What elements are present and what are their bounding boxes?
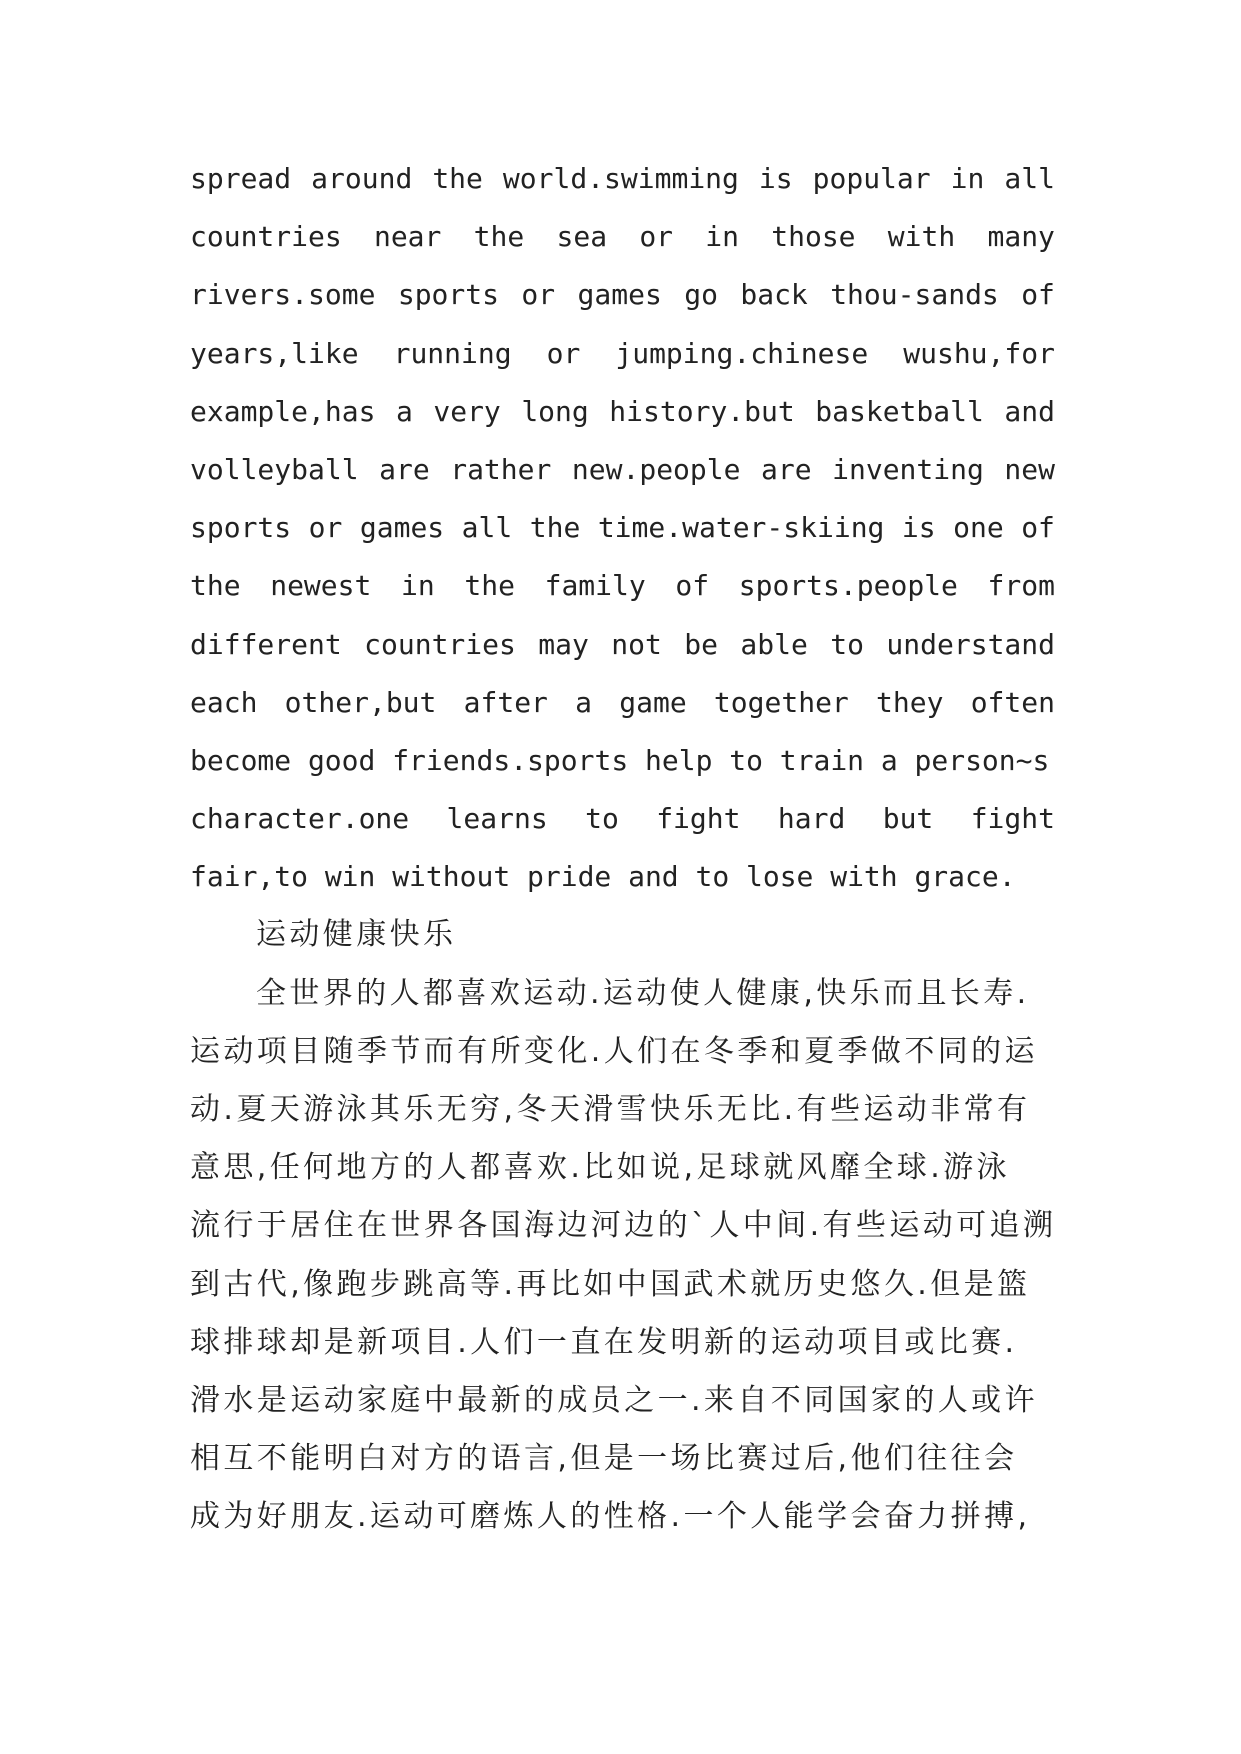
text-line: 滑水是运动家庭中最新的成员之一.来自不同国家的人或许 (190, 1382, 1038, 1418)
word: of (1021, 511, 1055, 545)
text-line (190, 499, 1055, 557)
word: many (987, 220, 1055, 254)
word: the (529, 511, 581, 545)
word: rivers.some (190, 278, 376, 312)
word: running (393, 336, 512, 370)
word: games (359, 511, 445, 545)
word: years,like (190, 336, 359, 370)
word: in (705, 220, 739, 254)
word: time.water-skiing (597, 511, 885, 545)
word: is (758, 162, 793, 195)
word: a (880, 743, 898, 777)
word: but (882, 802, 934, 836)
word: family (544, 569, 646, 603)
word: train (779, 743, 865, 777)
word: a (395, 394, 413, 428)
word: become (190, 743, 292, 777)
word: or (521, 278, 556, 312)
word: all (461, 511, 513, 545)
text-line: 流行于居住在世界各国海边河边的`人中间.有些运动可追溯 (190, 1208, 1057, 1244)
word: together (713, 685, 849, 719)
word: games (577, 278, 662, 312)
word: be (684, 627, 718, 661)
word: one (953, 511, 1004, 545)
text-line: 意思,任何地方的人都喜欢.比如说,足球就风靡全球.游泳 (190, 1150, 1010, 1186)
word: and (628, 860, 679, 894)
word: win (324, 860, 376, 894)
word: fight (970, 802, 1055, 836)
word: different (190, 627, 342, 661)
text-line (190, 557, 1055, 615)
word: with (887, 220, 956, 254)
word: or (308, 511, 343, 545)
word: sea (556, 220, 608, 254)
word: very (433, 394, 501, 428)
word: pride (527, 860, 612, 894)
word: spread (190, 162, 292, 195)
text-line: 运动项目随季节而有所变化.人们在冬季和夏季做不同的运 (190, 1033, 1038, 1069)
word: wushu,for (903, 336, 1055, 370)
word: to (729, 743, 763, 777)
word: may (538, 627, 589, 661)
word: the (190, 569, 241, 603)
word: learns (446, 802, 548, 836)
word: from (987, 569, 1055, 603)
word: friends.sports (392, 743, 629, 777)
word: new (1004, 452, 1055, 486)
section-heading: 运动健康快乐 (256, 917, 457, 953)
word: sports (190, 511, 292, 545)
word: history.but (609, 394, 795, 428)
word: grace. (914, 860, 1016, 894)
word: are (761, 452, 812, 486)
text-line: 球排球却是新项目.人们一直在发明新的运动项目或比赛. (190, 1324, 1018, 1360)
word: sports.people (738, 569, 958, 603)
text-line (190, 383, 1055, 441)
text-line: 相互不能明白对方的语言,但是一场比赛过后,他们往往会 (190, 1441, 1018, 1477)
word: or (546, 336, 581, 370)
word: help (645, 743, 713, 777)
word: of (675, 569, 710, 603)
word: person~s (914, 743, 1050, 777)
word: is (901, 511, 936, 545)
word: a (575, 685, 593, 719)
word: inventing (832, 452, 984, 486)
word: all (1004, 162, 1055, 195)
document-page (190, 150, 1055, 1547)
word: world.swimming (502, 162, 739, 195)
word: to (585, 802, 619, 836)
word: the (464, 569, 515, 603)
word: of (1021, 278, 1055, 312)
word: long (521, 394, 589, 428)
word: example,has (190, 394, 376, 428)
text-line (190, 208, 1055, 266)
text-line (190, 266, 1055, 324)
word: in (401, 569, 435, 603)
word: each (190, 685, 258, 719)
text-line (190, 674, 1055, 732)
word: sports (397, 278, 499, 312)
word: game (619, 685, 687, 719)
word: countries (190, 220, 342, 254)
word: are (379, 452, 430, 486)
word: countries (364, 627, 516, 661)
word: often (970, 685, 1055, 719)
word: or (639, 220, 674, 254)
text-line (190, 150, 1055, 208)
text-line (190, 790, 1055, 848)
chinese-paragraph (190, 965, 1055, 1547)
word: rather (450, 452, 552, 486)
word: able (740, 627, 808, 661)
word: thou-sands (830, 278, 999, 312)
english-paragraph (190, 150, 1055, 906)
word: near (373, 220, 442, 254)
text-line: 成为好朋友.运动可磨炼人的性格.一个人能学会奋力拼搏, (190, 1499, 1031, 1535)
word: the (432, 162, 483, 195)
word: after (463, 685, 548, 719)
word: popular (812, 162, 931, 195)
word: without (392, 860, 511, 894)
word: newest (270, 569, 372, 603)
word: other,but (284, 685, 437, 719)
word: to (830, 627, 864, 661)
word: they (876, 685, 944, 719)
text-line (190, 441, 1055, 499)
text-line: 动.夏天游泳其乐无穷,冬天滑雪快乐无比.有些运动非常有 (190, 1092, 1031, 1127)
word: and (1004, 394, 1055, 428)
word: in (950, 162, 985, 195)
text-line: 全世界的人都喜欢运动.运动使人健康,快乐而且长寿. (256, 975, 1030, 1011)
word: to (695, 860, 730, 894)
text-line: 到古代,像跑步跳高等.再比如中国武术就历史悠久.但是篮 (190, 1266, 1031, 1302)
word: new.people (571, 452, 741, 486)
text-line (190, 848, 1055, 906)
word: the (473, 220, 525, 254)
text-line (190, 616, 1055, 674)
word: hard (777, 802, 846, 836)
word: fight (656, 802, 741, 836)
word: fair,to (190, 860, 309, 894)
word: around (311, 162, 413, 195)
word: character.one (190, 802, 410, 836)
word: volleyball (190, 452, 359, 486)
text-line (190, 325, 1055, 383)
word: go (684, 278, 718, 312)
word: back (740, 278, 808, 312)
text-line (190, 732, 1055, 790)
word: with (830, 860, 898, 894)
word: not (611, 627, 662, 661)
word: understand (886, 627, 1055, 661)
word: lose (745, 860, 814, 894)
word: jumping.chinese (615, 336, 869, 370)
word: good (307, 743, 376, 777)
word: those (771, 220, 856, 254)
word: basketball (815, 394, 984, 428)
